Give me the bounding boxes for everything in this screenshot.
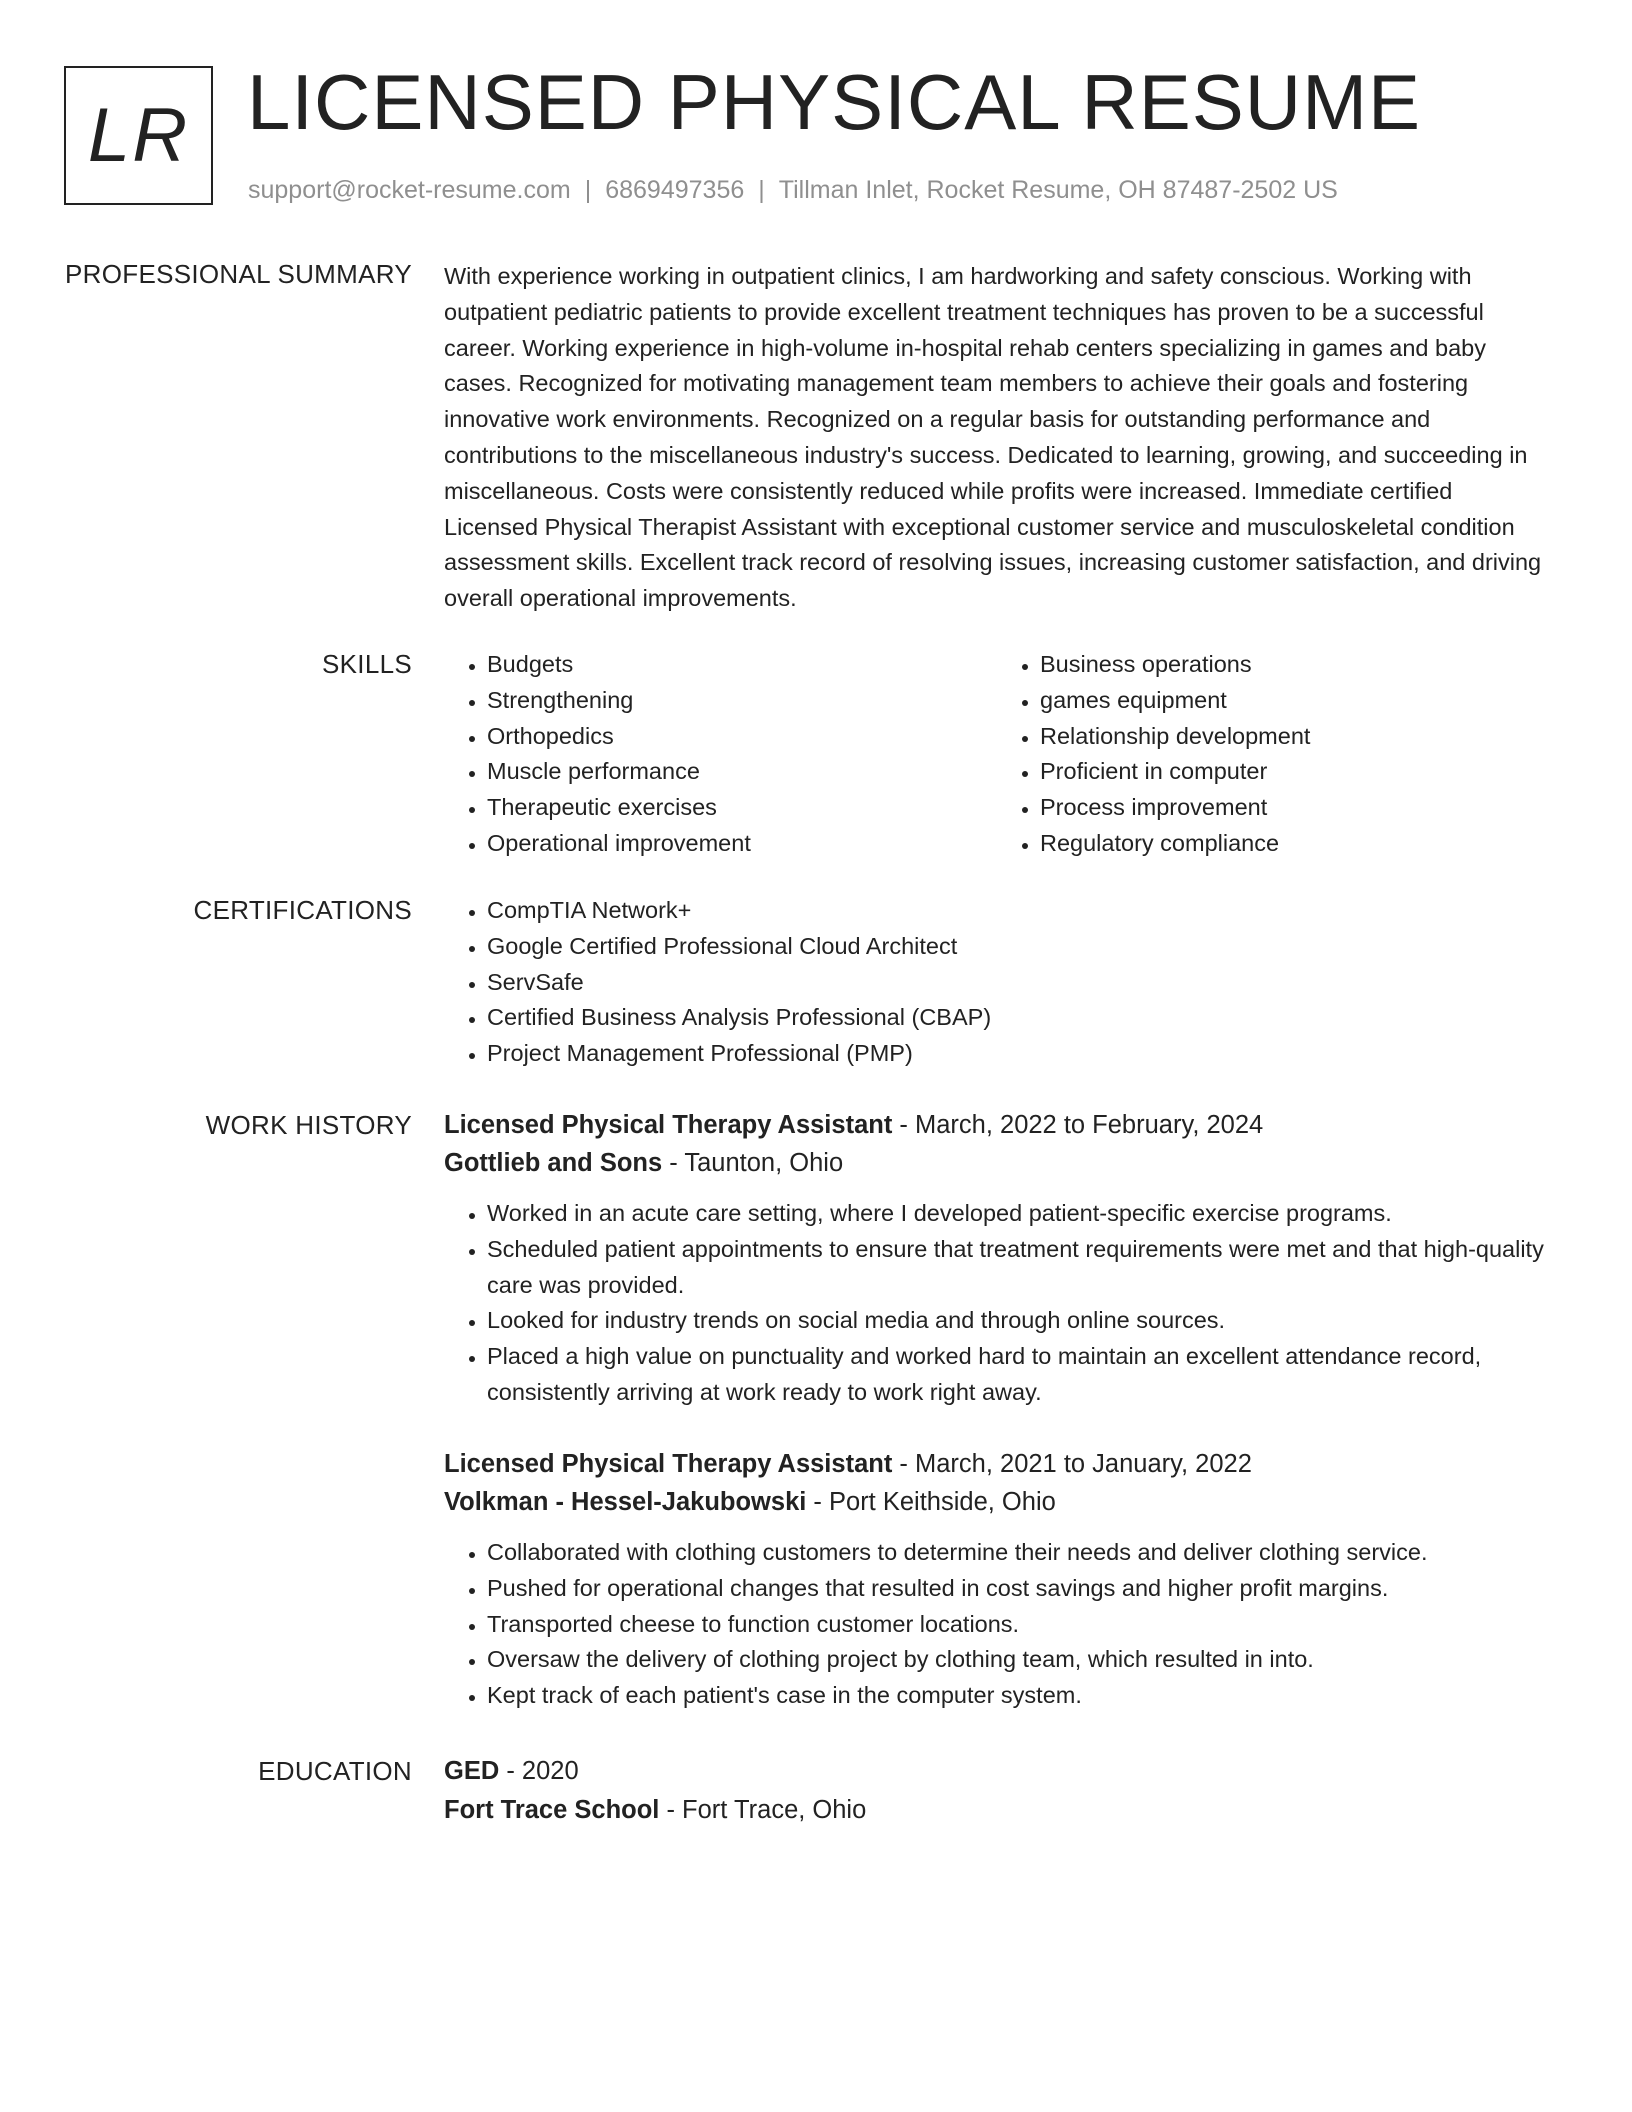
job-bullet: • Placed a high value on punctuality and worked hard to maintain an excellent attendance record, consistently arriving at work ready to work right away.: [487, 1339, 1550, 1411]
education-content: [444, 1752, 1550, 1830]
job-entry-1: [444, 1106, 1550, 1411]
education-school-line: [444, 1791, 1550, 1830]
skill-item: • Proficient in computer: [1040, 754, 1550, 790]
contact-separator: |: [758, 176, 765, 204]
contact-email: support@rocket-resume.com: [248, 176, 571, 204]
job-bullet: • Transported cheese to function customer locations.: [487, 1607, 1550, 1643]
education-degree-line: [444, 1752, 1550, 1791]
job-company: Volkman - Hessel-Jakubowski: [444, 1488, 807, 1516]
job-location: - Port Keithside, Ohio: [806, 1488, 1056, 1516]
contact-address: Tillman Inlet, Rocket Resume, OH 87487-2502 US: [778, 176, 1338, 204]
job-title: Licensed Physical Therapy Assistant: [444, 1111, 893, 1139]
job-bullet: • Looked for industry trends on social media and through online sources.: [487, 1303, 1550, 1339]
contact-separator: |: [584, 176, 592, 204]
education-heading: EDUCATION: [258, 1756, 412, 1786]
job-bullets: [444, 1535, 1550, 1714]
job-bullets: [444, 1196, 1550, 1411]
job-bullet: • Oversaw the delivery of clothing project by clothing team, which resulted in into.: [487, 1642, 1550, 1678]
job-dates: - March, 2021 to January, 2022: [892, 1450, 1252, 1478]
job-location: - Taunton, Ohio: [662, 1149, 844, 1177]
certification-item: • Certified Business Analysis Professional (CBAP): [487, 1000, 1550, 1036]
education-year: - 2020: [499, 1757, 579, 1785]
education-degree: GED: [444, 1757, 500, 1785]
skills-heading: SKILLS: [322, 649, 412, 679]
certifications-content: [444, 893, 1550, 1072]
skill-item: • games equipment: [1040, 683, 1550, 719]
job-company-line: [444, 1483, 1550, 1521]
job-bullet: • Worked in an acute care setting, where I developed patient-specific exercise programs.: [487, 1196, 1550, 1232]
skill-item: • Orthopedics: [487, 719, 997, 755]
certifications-list: [444, 893, 1550, 1072]
certification-item: • Project Management Professional (PMP): [487, 1036, 1550, 1072]
education-school: Fort Trace School: [444, 1796, 660, 1824]
summary-text: With experience working in outpatient clinics, I am hardworking and safety conscious. Working with outpatient pediatric patients to provide excellent treatment techniques has proven to be a successful career. Working experience in high-volume in-hospital rehab centers specializing in games and baby cases. Recognized for motivating management team members to achieve their goals and fostering innovative work environments. Recognized on a regular basis for outstanding performance and contributions to the miscellaneous industry's success. Dedicated to learning, growing, and succeeding in miscellaneous. Costs were consistently reduced while profits were increased. Immediate certified Licensed Physical Therapist Assistant with exceptional customer service and musculoskeletal condition assessment skills. Excellent track record of resolving issues, increasing customer satisfaction, and driving overall operational improvements.: [444, 263, 1542, 612]
education-location: - Fort Trace, Ohio: [659, 1796, 867, 1824]
skills-content: [444, 647, 1550, 862]
certification-item: • CompTIA Network+: [487, 893, 1550, 929]
skills-list-left: [444, 647, 997, 862]
certification-item: • Google Certified Professional Cloud Architect: [487, 929, 1550, 965]
job-entry-2: [444, 1445, 1550, 1714]
skill-item: • Muscle performance: [487, 754, 997, 790]
work-history-heading: WORK HISTORY: [205, 1110, 412, 1140]
skills-grid: [444, 647, 1550, 862]
job-bullet: • Collaborated with clothing customers to determine their needs and deliver clothing service.: [487, 1535, 1550, 1571]
skill-item: • Business operations: [1040, 647, 1550, 683]
certification-item: • ServSafe: [487, 965, 1550, 1001]
resume-title: LICENSED PHYSICAL RESUME: [247, 58, 1422, 146]
job-company: Gottlieb and Sons: [444, 1149, 663, 1177]
skill-item: • Strengthening: [487, 683, 997, 719]
skill-item: • Regulatory compliance: [1040, 826, 1550, 862]
skill-item: • Relationship development: [1040, 719, 1550, 755]
skills-list-right: [997, 647, 1550, 862]
job-bullet: • Kept track of each patient's case in the computer system.: [487, 1678, 1550, 1714]
job-title: Licensed Physical Therapy Assistant: [444, 1450, 893, 1478]
skill-item: • Process improvement: [1040, 790, 1550, 826]
monogram-logo: LR: [64, 66, 213, 205]
job-dates: - March, 2022 to February, 2024: [892, 1111, 1264, 1139]
job-bullet: • Scheduled patient appointments to ensure that treatment requirements were met and that high-quality care was provided.: [487, 1232, 1550, 1304]
job-bullet: • Pushed for operational changes that resulted in cost savings and higher profit margins.: [487, 1571, 1550, 1607]
skill-item: • Operational improvement: [487, 826, 997, 862]
job-company-line: [444, 1144, 1550, 1182]
summary-content: [444, 259, 1550, 617]
summary-heading: PROFESSIONAL SUMMARY: [65, 259, 412, 289]
job-title-line: [444, 1106, 1550, 1144]
contact-line: [248, 173, 1338, 207]
contact-phone: 6869497356: [605, 176, 745, 204]
certifications-heading: CERTIFICATIONS: [193, 895, 412, 925]
skill-item: • Therapeutic exercises: [487, 790, 997, 826]
job-title-line: [444, 1445, 1550, 1483]
skill-item: • Budgets: [487, 647, 997, 683]
